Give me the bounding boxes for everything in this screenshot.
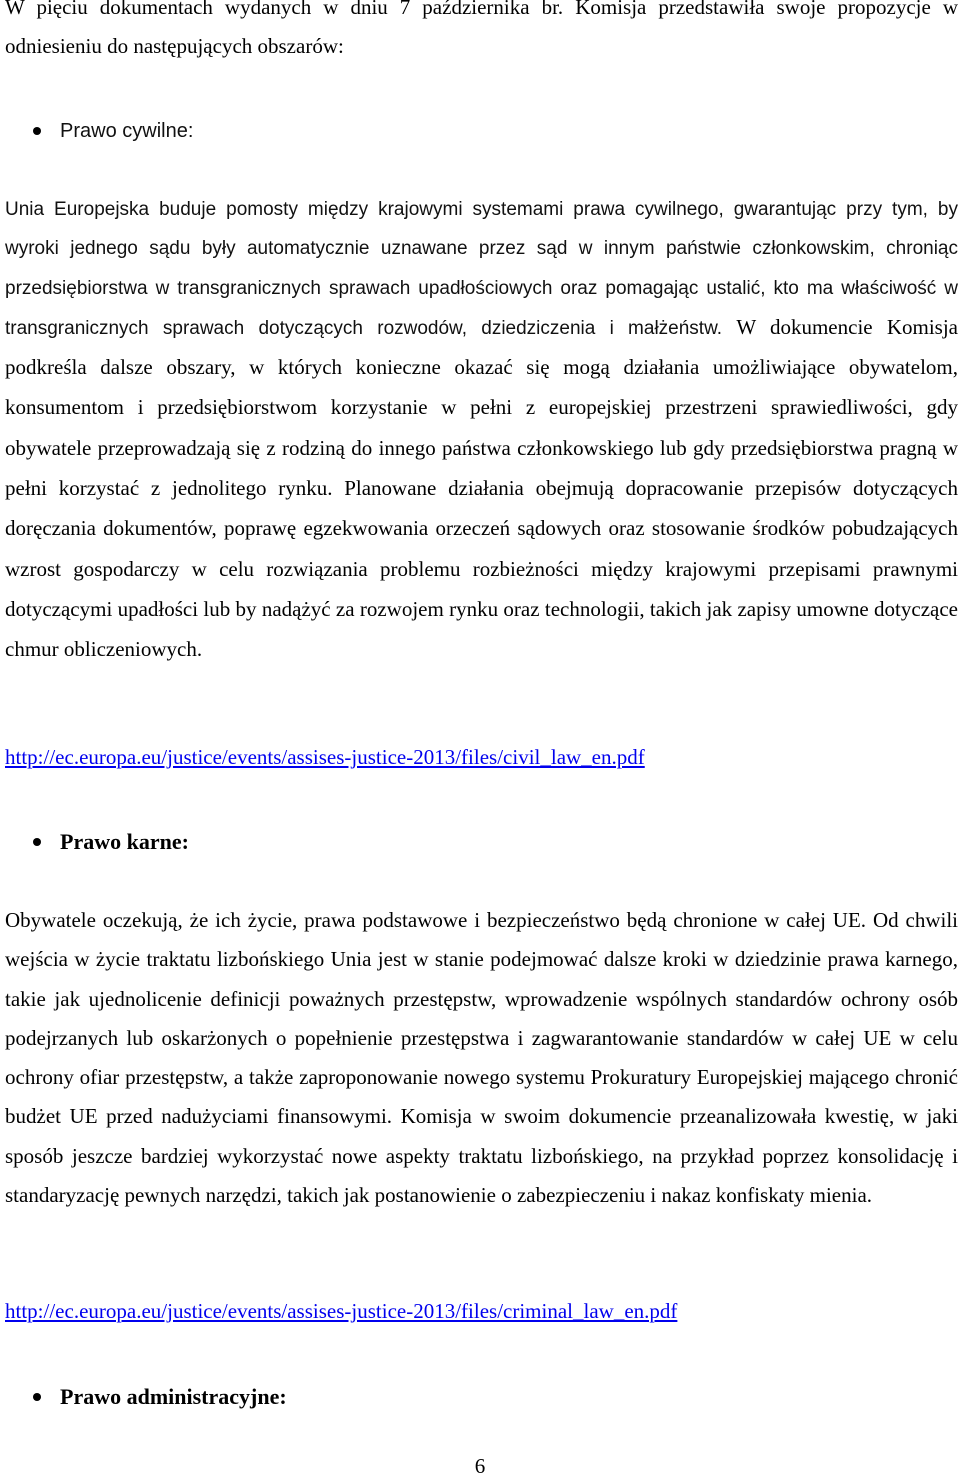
criminal-law-paragraph: Obywatele oczekują, że ich życie, prawa podstawowe i bezpieczeństwo będą chronione w całej UE. Od chwili wejścia w życie traktatu lizbońskiego Unia jest w stanie podejmować dalsze kroki w dziedzinie prawa karnego, takie jak ujednolicenie definicji poważnych przestępstw, wprowadzenie wspólnych standardów ochrony osób podejrzanych lub oskarżonych o popełnienie przestępstwa i zagwarantowanie standardów w całej UE w celu ochrony ofiar przestępstw, a także zaproponowanie nowego systemu Prokuratury Europejskiej mającego chronić budżet UE przed nadużyciami finansowymi. Komisja w swoim dokumencie przeanalizowała kwestię, w jaki sposób jeszcze bardziej wykorzystać nowe aspekty traktatu lizbońskiego, na przykład poprzez konsolidację i standaryzację pewnych narzędzi, takich jak postanowienie o zabezpieczeniu i nakaz konfiskaty mienia.	[5, 908, 958, 1208]
civil-law-text-sans: Unia Europejska buduje pomosty między krajowymi systemami prawa cywilnego, gwarantując przy tym, by wyroki jednego sądu były automatycznie uznawane przez sąd w innym państwie członkowskim, chroniąc przedsiębiorstwa w transgranicznych sprawach upadłościowych oraz pomagając ustalić, kto ma właściwość w transgranicznych sprawach dotyczących rozwodów, dziedziczenia i małżeństw.	[5, 199, 958, 339]
civil-law-heading-label: Prawo cywilne:	[60, 119, 194, 142]
civil-law-paragraph	[5, 190, 958, 671]
civil-law-text-serif: W dokumencie Komisja podkreśla dalsze obszary, w których konieczne okazać się mogą działania umożliwiające obywatelom, konsumentom i przedsiębiorstwom korzystanie w pełni z europejskiej przestrzeni sprawiedliwości, gdy obywatele przeprowadzają się z rodziną do innego państwa członkowskiego lub gdy przedsiębiorstwa pragną w pełni korzystać z jednolitego rynku. Planowane działania obejmują dopracowanie przepisów dotyczących doręczania dokumentów, poprawę egzekwowania orzeczeń sądowych oraz stosowanie środków pobudzających wzrost gospodarczy w celu rozwiązania problemu rozbieżności między krajowymi przepisami prawnymi dotyczącymi upadłości lub by nadążyć za rozwojem rynku oraz technologii, takich jak zapisy umowne dotyczące chmur obliczeniowych.	[5, 314, 958, 662]
bullet-icon	[33, 1393, 41, 1401]
criminal-law-heading-label: Prawo karne:	[60, 829, 189, 854]
civil-law-link[interactable]: http://ec.europa.eu/justice/events/assises-justice-2013/files/civil_law_en.pdf	[5, 745, 645, 769]
criminal-law-link[interactable]: http://ec.europa.eu/justice/events/assises-justice-2013/files/criminal_law_en.pdf	[5, 1299, 678, 1323]
bullet-icon	[33, 127, 41, 135]
administrative-law-heading	[33, 1380, 287, 1414]
page-number: 6	[474, 1454, 486, 1478]
administrative-law-heading-label: Prawo administracyjne:	[60, 1384, 287, 1409]
civil-law-heading	[33, 114, 193, 148]
criminal-law-heading	[33, 825, 189, 859]
bullet-icon	[33, 838, 41, 846]
intro-paragraph: W pięciu dokumentach wydanych w dniu 7 października br. Komisja przedstawiła swoje propozycje w odniesieniu do następujących obszarów:	[5, 0, 958, 59]
